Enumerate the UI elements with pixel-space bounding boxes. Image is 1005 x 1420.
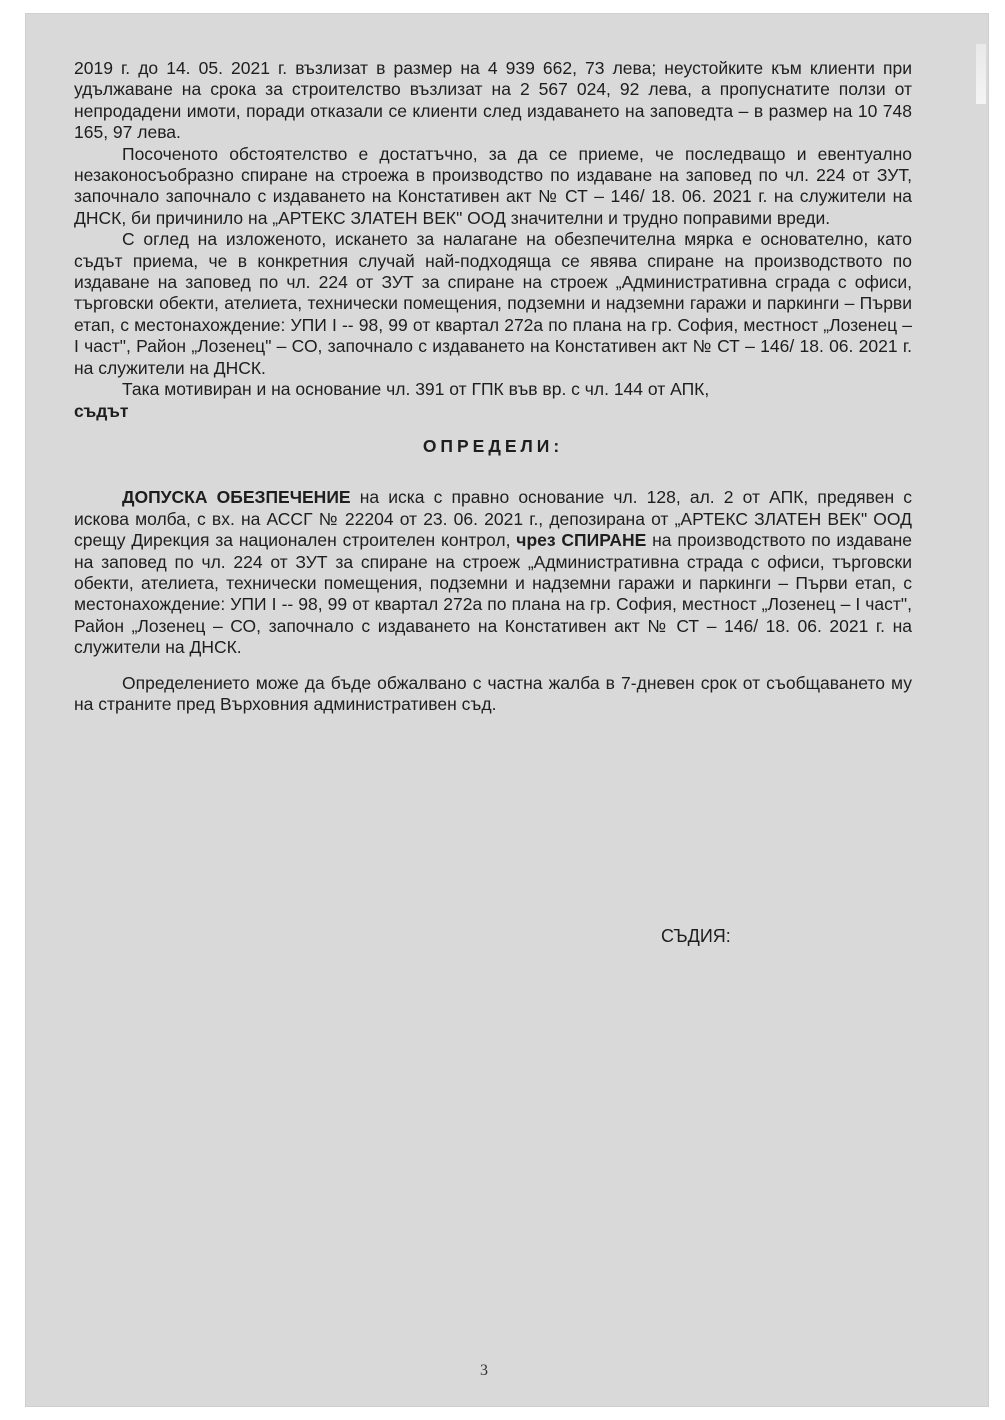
ruling-bold-mid: чрез СПИРАНЕ [516,530,647,551]
paragraph-2: Посоченото обстоятелство е достатъчно, за да се приеме, че последващо и евентуално незаконосъобразно спиране на строежа в производство по издаване на заповед по чл. 224 от ЗУТ, започнало започнало с издаването на Констативен акт № СТ – 146/ 18. 06. 2021 г. на служители на ДНСК, би причинило на „АРТЕКС ЗЛАТЕН ВЕК" ООД значителни и трудно поправими вреди. [74,143,912,228]
judge-signature-label: СЪДИЯ: [661,926,731,946]
document-body [74,58,912,715]
paragraph-4: Така мотивиран и на основание чл. 391 от ГПК във вр. с чл. 144 от АПК, [122,379,710,400]
court-line: съдът [74,400,129,421]
page-number: 3 [480,1362,488,1379]
ruling-text-b: на производството по издаване на заповед по чл. 224 от ЗУТ за спиране на строеж „Административна страда с офиси, търговски обекти, ателиета, технически помещения, подземни и надземни гаражи и паркинги – Първи етап, с местонахождение: УПИ I -- 98, 99 от квартал 272а по плана на гр. София, местност „Лозенец – I част", Район „Лозенец – СО, започнало с издаването на Констативен акт № СТ – 146/ 18. 06. 2021 г. на служители на ДНСК. [74,530,912,658]
ruling-paragraph [74,487,912,658]
paragraph-continued: 2019 г. до 14. 05. 2021 г. възлизат в размер на 4 939 662, 73 лева; неустойките към клиенти при удължаване на срока за строителство възлизат на 2 567 024, 92 лева, а пропуснатите ползи от непродадени имоти, поради отказали се клиенти след издаването на заповедта – в размер на 10 748 165, 97 лева. [74,58,912,143]
ruling-bold-lead: ДОПУСКА ОБЕЗПЕЧЕНИЕ [122,487,351,508]
paragraph-3: С оглед на изложеното, искането за налагане на обезпечителна мярка е основателно, като съдът приема, че в конкретния случай най-подходяща се явява спиране на производството по издаване на заповед по чл. 224 от ЗУТ за спиране на строеж „Административна сграда с офиси, търговски обекти, ателиета, технически помещения, подземни и надземни гаражи и паркинги – Първи етап, с местонахождение: УПИ I -- 98, 99 от квартал 272а по плана на гр. София, местност „Лозенец – I част", Район „Лозенец" – СО, започнало с издаването на Констативен акт № СТ – 146/ 18. 06. 2021 г. на служители на ДНСК. [74,229,912,378]
ruling-text-a: на иска с правно основание чл. 128, ал. 2 от АПК, предявен с искова молба, с вх. на АССГ № 22204 от 23. 06. 2021 г., депозирана от „АРТЕКС ЗЛАТЕН ВЕК" ООД срещу Дирекция за национален строителен контрол, [74,487,913,551]
appeal-paragraph: Определението може да бъде обжалвано с частна жалба в 7-дневен срок от съобщаването му на страните пред Върховния административен съд. [74,672,912,714]
page-edge-shadow [976,44,986,104]
ruling-heading: ОПРЕДЕЛИ: [422,435,564,456]
